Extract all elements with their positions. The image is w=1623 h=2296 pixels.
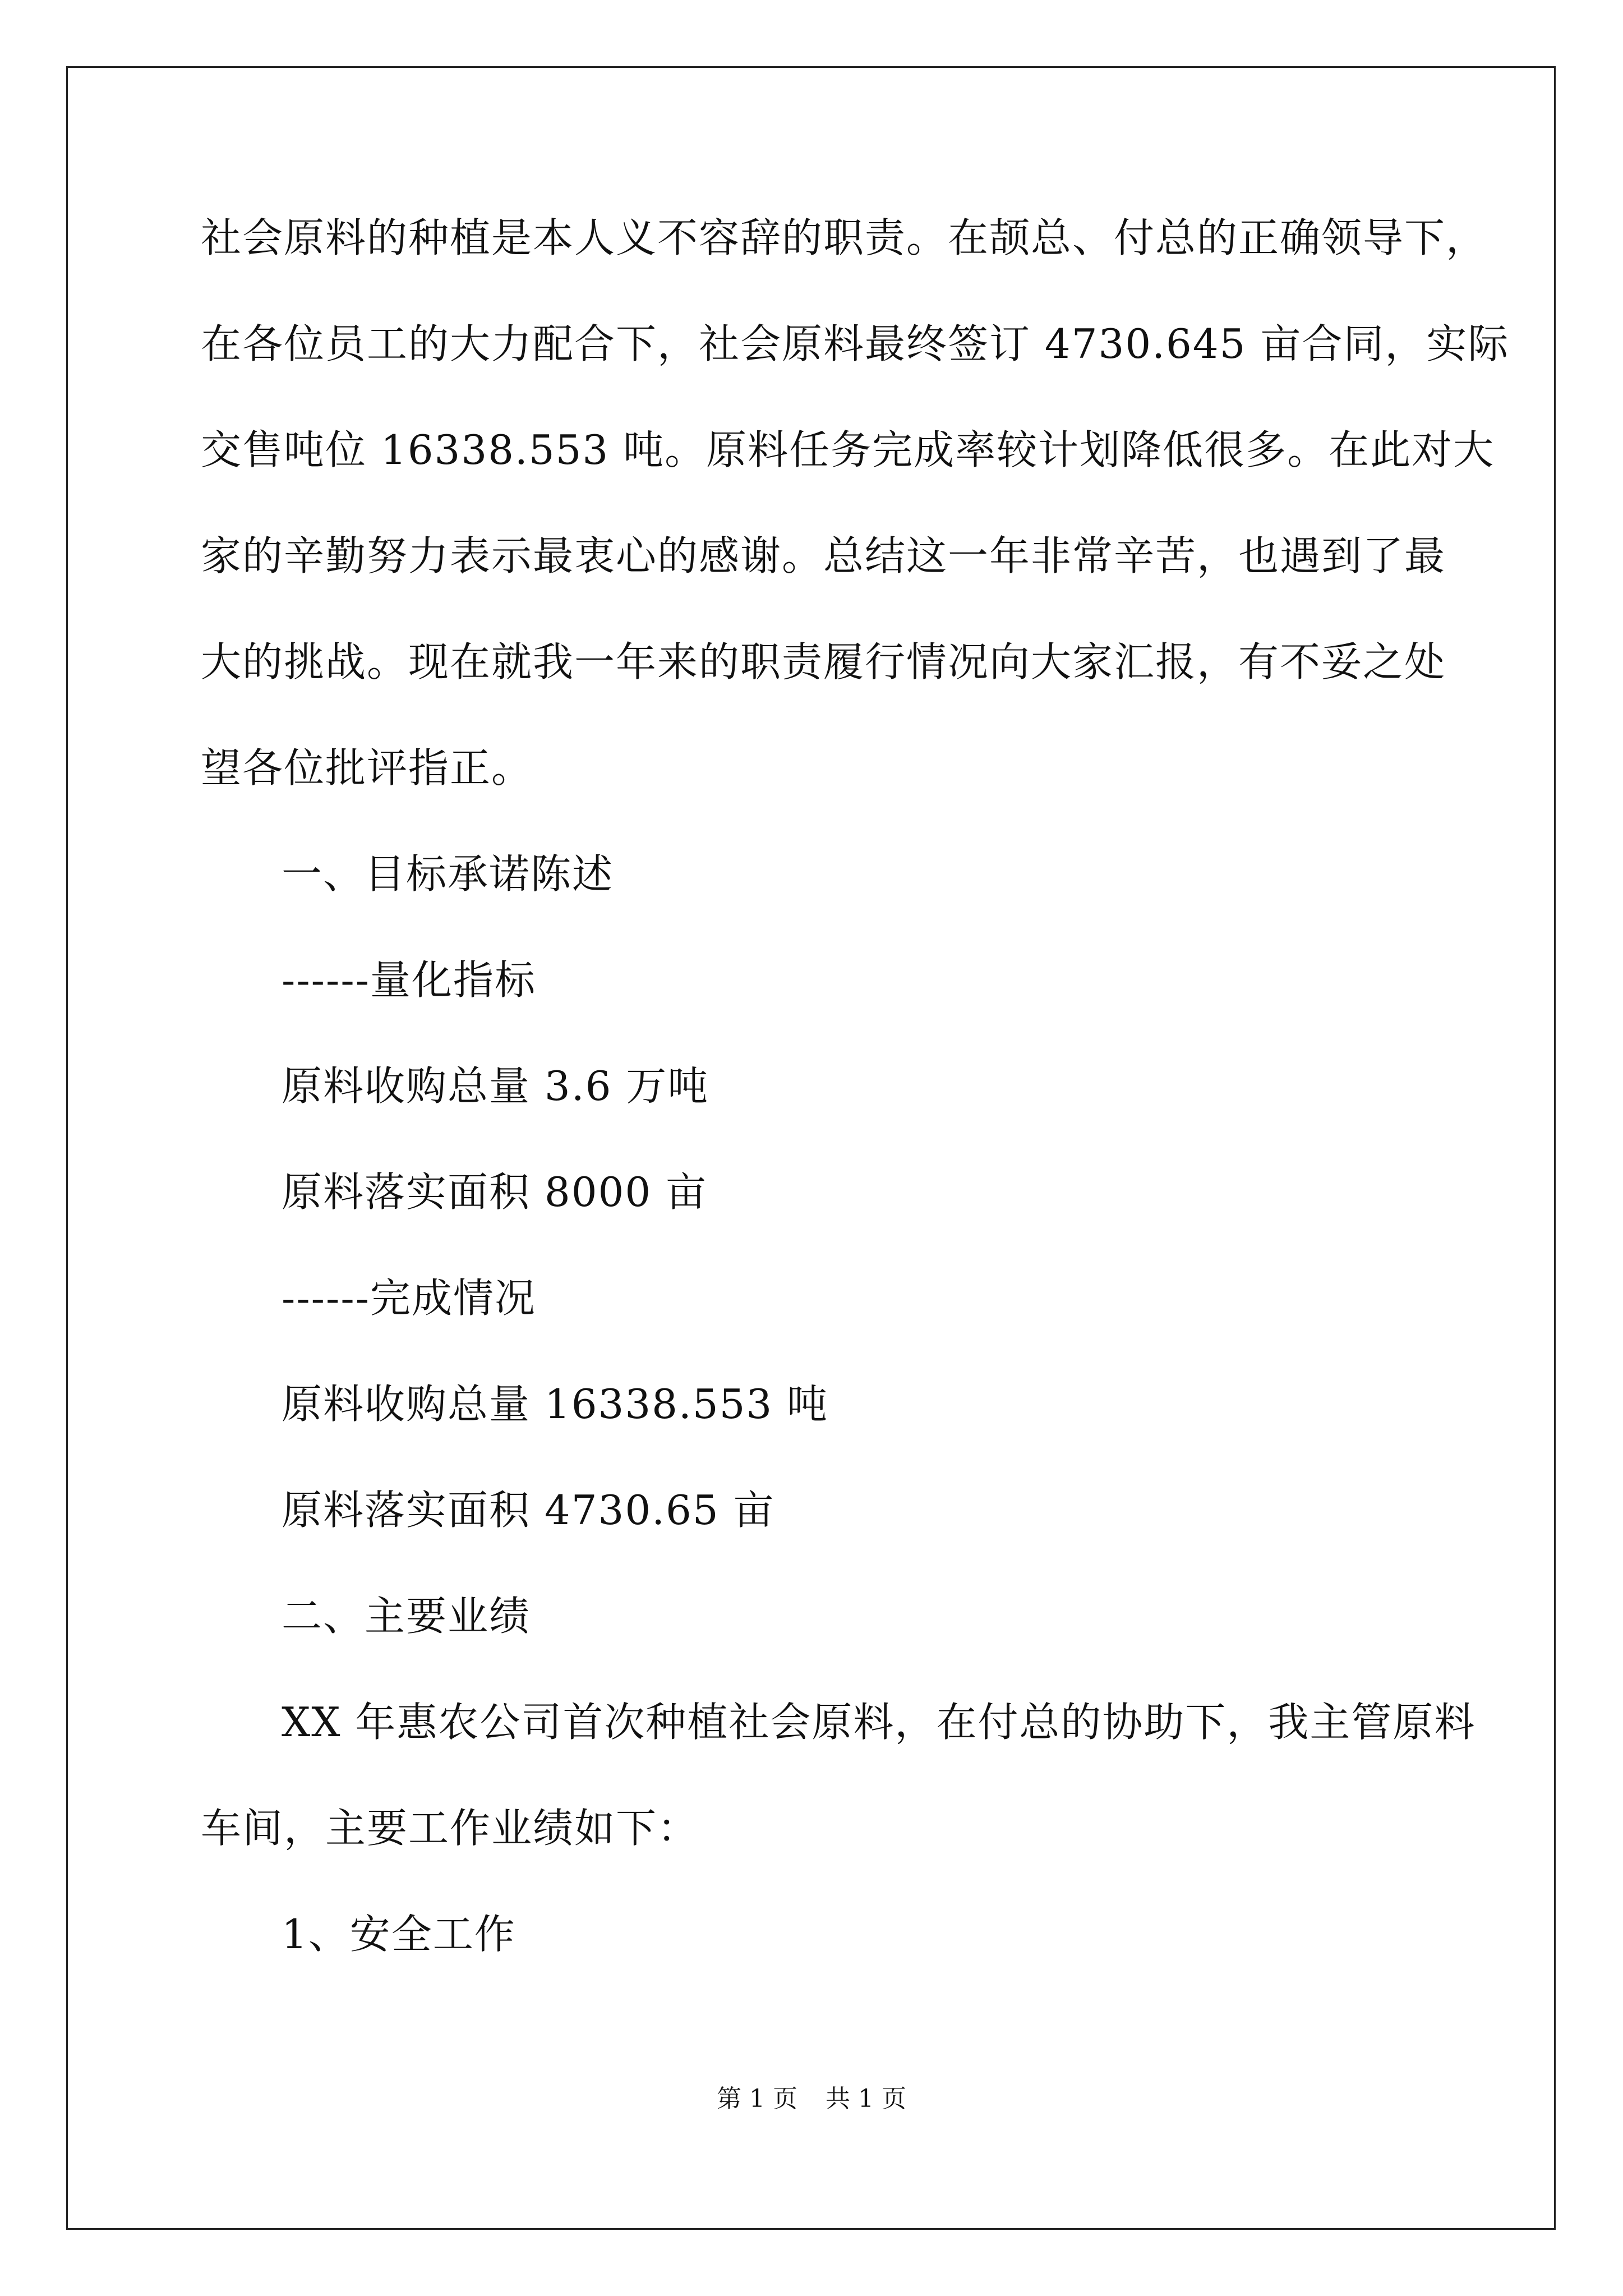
section-heading-2: 二、主要业绩 [282,1593,531,1640]
target-purchase-total: 原料收购总量 3.6 万吨 [282,1062,709,1110]
body-line-achievements-1: XX 年惠农公司首次种植社会原料，在付总的协助下，我主管原料 [282,1699,1476,1746]
actual-planted-area: 原料落实面积 4730.65 亩 [282,1487,775,1534]
actual-purchase-total: 原料收购总量 16338.553 吨 [282,1381,829,1428]
subheading-completion-status: ------完成情况 [282,1274,536,1322]
subheading-quantified-targets: ------量化指标 [282,956,536,1004]
body-line-5: 大的挑战。现在就我一年来的职责履行情况向大家汇报，有不妥之处 [201,638,1446,685]
page-footer [0,2082,1623,2116]
document-body [201,185,1510,1987]
body-line-4: 家的辛勤努力表示最衷心的感谢。总结这一年非常辛苦，也遇到了最 [201,532,1446,579]
body-line-6: 望各位批评指正。 [201,744,533,792]
target-planted-area: 原料落实面积 8000 亩 [282,1168,708,1216]
subsection-heading-safety: 1、安全工作 [282,1911,516,1958]
body-line-1: 社会原料的种植是本人义不容辞的职责。在颉总、付总的正确领导下， [201,214,1488,261]
total-pages: 共 1 页 [826,2085,906,2113]
page-number: 第 1 页 [717,2085,797,2113]
body-line-2: 在各位员工的大力配合下，社会原料最终签订 4730.645 亩合同，实际 [201,320,1510,367]
section-heading-1: 一、目标承诺陈述 [282,850,614,898]
body-line-achievements-2: 车间，主要工作业绩如下： [201,1805,699,1852]
body-line-3: 交售吨位 16338.553 吨。原料任务完成率较计划降低很多。在此对大 [201,426,1495,473]
